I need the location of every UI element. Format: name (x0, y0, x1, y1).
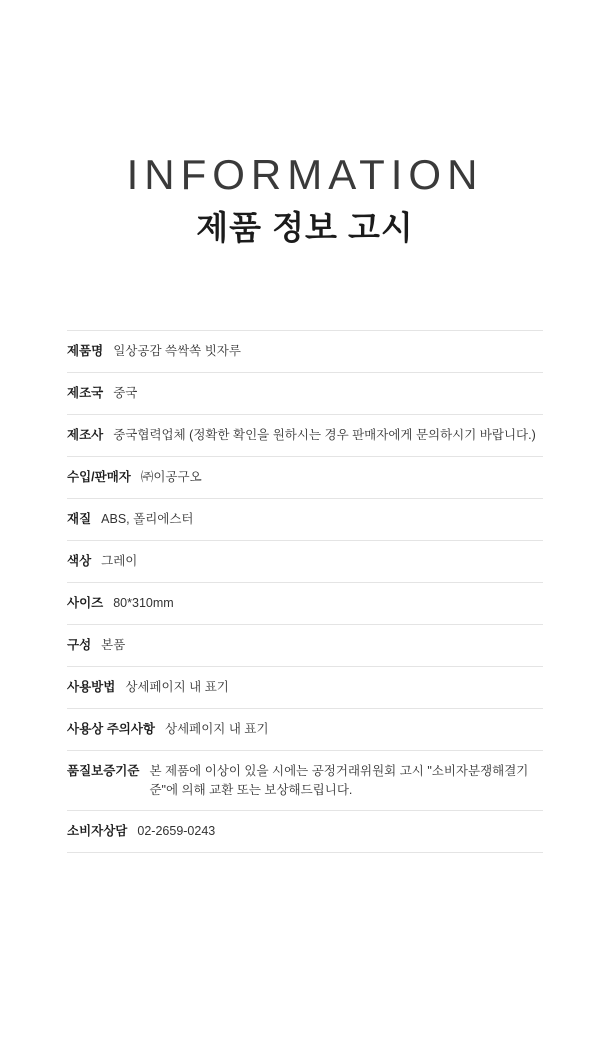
page-header (0, 0, 610, 246)
page-title-korean: 제품 정보 고시 (196, 209, 414, 247)
row-value: 일상공감 쓱싹쏙 빗자루 (113, 344, 241, 359)
row-value: 중국협력업체 (정확한 확인을 원하시는 경우 판매자에게 문의하시기 바랍니다.) (113, 428, 536, 443)
table-row (67, 583, 543, 625)
row-label: 소비자상담 (67, 823, 128, 838)
table-row (67, 709, 543, 751)
row-value: 그레이 (101, 554, 138, 569)
row-label: 구성 (67, 638, 92, 653)
table-row (67, 625, 543, 667)
table-row (67, 330, 543, 373)
row-value: 본 제품에 이상이 있을 시에는 공정거래위원회 고시 "소비자분쟁해결기준"에 의해 교환 또는 보상해드립니다. (149, 764, 529, 798)
page-title-english: INFORMATION (126, 151, 484, 198)
table-row (67, 751, 543, 811)
row-label: 사용방법 (67, 680, 116, 695)
table-row (67, 541, 543, 583)
row-label: 제품명 (67, 344, 104, 359)
row-label: 품질보증기준 (67, 764, 140, 779)
table-row (67, 373, 543, 415)
row-value: 상세페이지 내 표기 (165, 722, 269, 737)
row-value: ㈜이공구오 (140, 470, 202, 485)
table-row (67, 667, 543, 709)
table-row (67, 499, 543, 541)
row-label: 제조국 (67, 386, 104, 401)
row-label: 색상 (67, 554, 92, 569)
row-label: 제조사 (67, 428, 104, 443)
row-value: 02-2659-0243 (137, 823, 216, 838)
row-value: 상세페이지 내 표기 (125, 680, 229, 695)
table-row (67, 415, 543, 457)
row-label: 수입/판매자 (67, 470, 131, 485)
row-value: 중국 (113, 386, 138, 401)
table-row (67, 457, 543, 499)
row-label: 재질 (67, 512, 92, 527)
row-label: 사이즈 (67, 596, 104, 611)
row-value: 80*310mm (113, 596, 174, 611)
row-label: 사용상 주의사항 (67, 722, 155, 737)
row-value: 본품 (101, 638, 126, 653)
product-info-table (67, 330, 543, 853)
row-value: ABS, 폴리에스터 (101, 512, 194, 527)
table-row (67, 811, 543, 853)
